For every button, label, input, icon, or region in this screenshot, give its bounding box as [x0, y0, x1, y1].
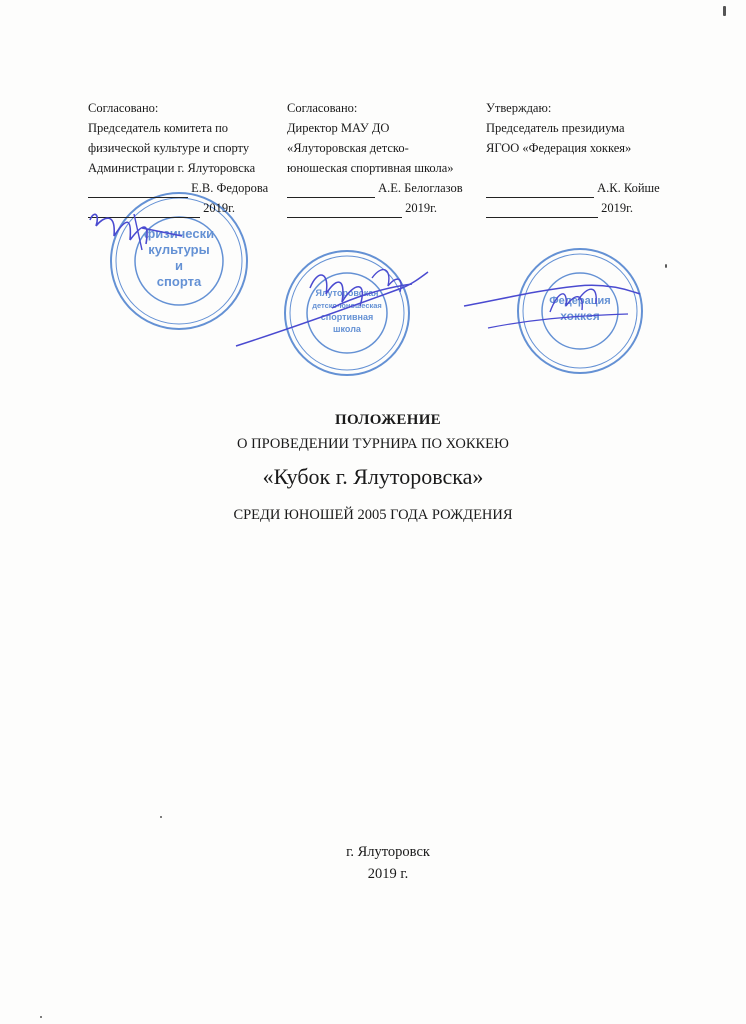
document-title: ПОЛОЖЕНИЕ	[335, 412, 441, 428]
stamp-hockey-federation	[515, 246, 645, 376]
date-line	[88, 198, 273, 218]
approval-block-sports-committee	[88, 98, 273, 218]
approval-year: 2019г.	[203, 201, 235, 215]
signature-line	[88, 178, 273, 198]
signer-name: А.Е. Белоглазов	[378, 181, 463, 195]
stamp-center-text: хоккея	[560, 309, 600, 323]
approval-position-line: ЯГОО «Федерация хоккея»	[486, 141, 632, 155]
signature-blank	[486, 183, 594, 198]
date-blank	[486, 203, 598, 218]
date-line	[486, 198, 656, 218]
approval-year: 2019г.	[405, 201, 437, 215]
approval-year: 2019г.	[601, 201, 633, 215]
approval-heading: Утверждаю:	[486, 101, 552, 115]
date-blank	[88, 203, 200, 218]
stamp-center-text: Ялуторовская	[315, 288, 379, 298]
stamp-center-text: школа	[333, 324, 361, 334]
approval-position-line: Директор МАУ ДО	[287, 121, 390, 135]
signature-line	[486, 178, 660, 198]
signature-line	[287, 178, 477, 198]
approval-position-line: Председатель комитета по	[88, 121, 229, 135]
approval-position-line: Председатель президиума	[486, 121, 625, 135]
scan-speck	[723, 6, 726, 16]
scan-speck	[665, 264, 667, 268]
handwritten-signature-2	[232, 258, 442, 353]
approval-position-line: «Ялуторовская детско-	[287, 141, 409, 155]
signer-name: Е.В. Федорова	[191, 181, 269, 195]
handwritten-signature-3	[458, 266, 648, 336]
document-footer	[15, 841, 746, 885]
document-subtitle: О ПРОВЕДЕНИИ ТУРНИРА ПО ХОККЕЮ	[237, 436, 509, 452]
stamp-center-text: детско-юношеская	[312, 301, 382, 310]
stamp-center-text: физически	[143, 226, 215, 241]
signer-name: А.К. Койше	[597, 181, 660, 195]
document-title-block	[0, 412, 746, 524]
approval-position-line: Администрации г. Ялуторовска	[88, 161, 256, 175]
approval-position-line: юношеская спортивная школа»	[287, 161, 454, 175]
approval-block-sports-school	[287, 98, 477, 218]
signature-blank	[88, 183, 188, 198]
scan-speck	[160, 816, 162, 818]
stamp-center-text: Федерация	[549, 295, 611, 307]
footer-year: 2019 г.	[367, 866, 409, 882]
approval-section	[0, 98, 746, 334]
stamp-sports-school	[282, 248, 412, 378]
stamp-center-text: и	[175, 258, 183, 273]
approval-position-line: физической культуре и спорту	[88, 141, 250, 155]
tournament-name: «Кубок г. Ялуторовска»	[262, 464, 484, 489]
approval-block-hockey-federation	[486, 98, 660, 218]
signature-blank	[287, 183, 375, 198]
date-blank	[287, 203, 402, 218]
approval-heading: Согласовано:	[287, 101, 358, 115]
approval-heading: Согласовано:	[88, 101, 159, 115]
scan-speck	[40, 1016, 42, 1018]
stamp-center-text: спортивная	[320, 312, 374, 322]
footer-city: г. Ялуторовск	[346, 844, 430, 860]
date-line	[287, 198, 477, 218]
stamp-center-text: культуры	[148, 242, 210, 257]
stamp-center-text: спорта	[156, 274, 202, 289]
participant-category: СРЕДИ ЮНОШЕЙ 2005 ГОДА РОЖДЕНИЯ	[233, 507, 513, 523]
